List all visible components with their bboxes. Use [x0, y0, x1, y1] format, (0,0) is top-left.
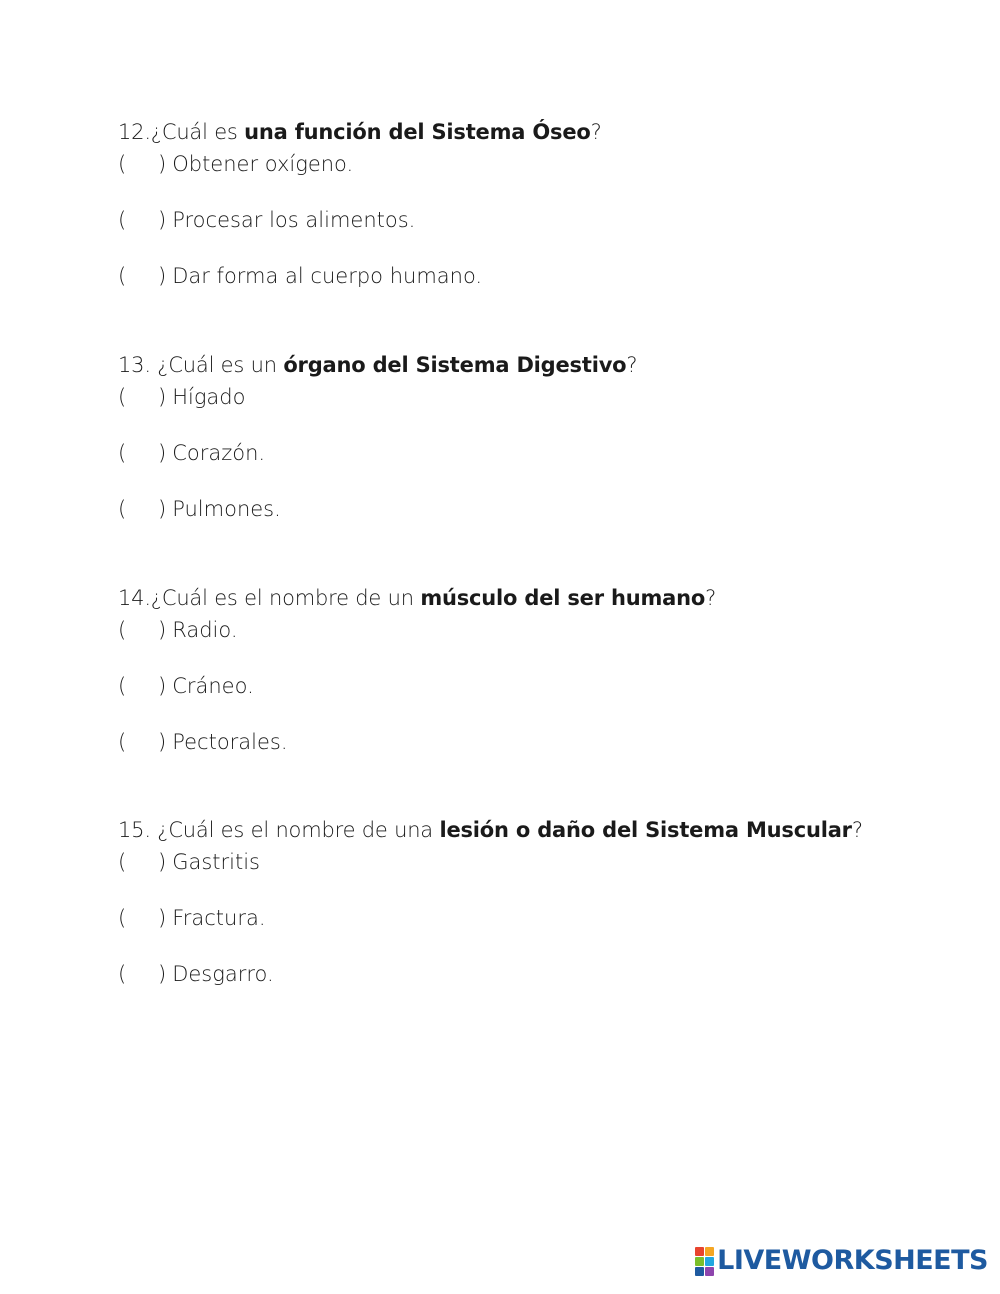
answer-box-close: ) — [158, 962, 167, 986]
answer-box-close: ) — [158, 906, 167, 930]
answer-box-close: ) — [158, 441, 167, 465]
answer-box-close: ) — [158, 730, 167, 754]
option-label: Obtener oxígeno. — [172, 152, 354, 176]
question-13 — [118, 349, 958, 525]
question-text — [118, 814, 958, 846]
answer-box-close: ) — [158, 208, 167, 232]
question-text — [118, 116, 958, 148]
question-emphasis: una función del Sistema Óseo — [244, 120, 591, 144]
question-15 — [118, 814, 958, 990]
answer-box-close: ) — [158, 850, 167, 874]
option-label: Procesar los alimentos. — [172, 208, 416, 232]
question-text — [118, 349, 958, 381]
question-prefix: 14.¿Cuál es el nombre de un — [118, 586, 421, 610]
option-label: Pulmones. — [172, 497, 281, 521]
answer-box-open: ( — [118, 962, 127, 986]
answer-box-open: ( — [118, 674, 127, 698]
answer-option[interactable] — [118, 726, 958, 758]
question-prefix: 13. ¿Cuál es un — [118, 353, 284, 377]
answer-box-open: ( — [118, 385, 127, 409]
logo-block — [705, 1267, 714, 1276]
question-suffix: ? — [851, 818, 863, 842]
answer-box-open: ( — [118, 208, 127, 232]
liveworksheets-logo-icon — [695, 1247, 714, 1276]
answer-box-open: ( — [118, 497, 127, 521]
answer-box-open: ( — [118, 906, 127, 930]
answer-option[interactable] — [118, 846, 958, 878]
question-prefix: 12.¿Cuál es — [118, 120, 245, 144]
question-emphasis: músculo del ser humano — [420, 586, 706, 610]
option-label: Gastritis — [172, 850, 260, 874]
logo-block — [695, 1267, 704, 1276]
answer-option[interactable] — [118, 670, 958, 702]
answer-box-open: ( — [118, 264, 127, 288]
answer-option[interactable] — [118, 381, 958, 413]
answer-box-close: ) — [158, 497, 167, 521]
question-suffix: ? — [705, 586, 717, 610]
question-text — [118, 582, 958, 614]
question-suffix: ? — [590, 120, 602, 144]
answer-box-open: ( — [118, 850, 127, 874]
answer-option[interactable] — [118, 148, 958, 180]
option-label: Fractura. — [172, 906, 266, 930]
option-label: Cráneo. — [172, 674, 254, 698]
question-emphasis: lesión o daño del Sistema Muscular — [439, 818, 852, 842]
liveworksheets-logo — [695, 1246, 988, 1276]
question-14 — [118, 582, 958, 758]
logo-block — [695, 1257, 704, 1266]
logo-block — [705, 1257, 714, 1266]
answer-box-close: ) — [158, 152, 167, 176]
answer-option[interactable] — [118, 204, 958, 236]
question-12 — [118, 116, 958, 292]
answer-box-open: ( — [118, 730, 127, 754]
answer-option[interactable] — [118, 493, 958, 525]
answer-box-open: ( — [118, 441, 127, 465]
option-label: Radio. — [172, 618, 238, 642]
answer-box-open: ( — [118, 618, 127, 642]
question-suffix: ? — [626, 353, 638, 377]
logo-block — [695, 1247, 704, 1256]
question-prefix: 15. ¿Cuál es el nombre de una — [118, 818, 440, 842]
answer-box-close: ) — [158, 264, 167, 288]
answer-option[interactable] — [118, 614, 958, 646]
answer-box-close: ) — [158, 674, 167, 698]
option-label: Desgarro. — [172, 962, 274, 986]
answer-option[interactable] — [118, 437, 958, 469]
answer-box-open: ( — [118, 152, 127, 176]
logo-block — [705, 1247, 714, 1256]
answer-option[interactable] — [118, 260, 958, 292]
answer-option[interactable] — [118, 958, 958, 990]
answer-box-close: ) — [158, 385, 167, 409]
answer-box-close: ) — [158, 618, 167, 642]
option-label: Hígado — [172, 385, 246, 409]
logo-text: LIVEWORKSHEETS — [717, 1245, 988, 1276]
option-label: Dar forma al cuerpo humano. — [172, 264, 483, 288]
question-emphasis: órgano del Sistema Digestivo — [283, 353, 627, 377]
option-label: Pectorales. — [172, 730, 288, 754]
option-label: Corazón. — [172, 441, 266, 465]
answer-option[interactable] — [118, 902, 958, 934]
